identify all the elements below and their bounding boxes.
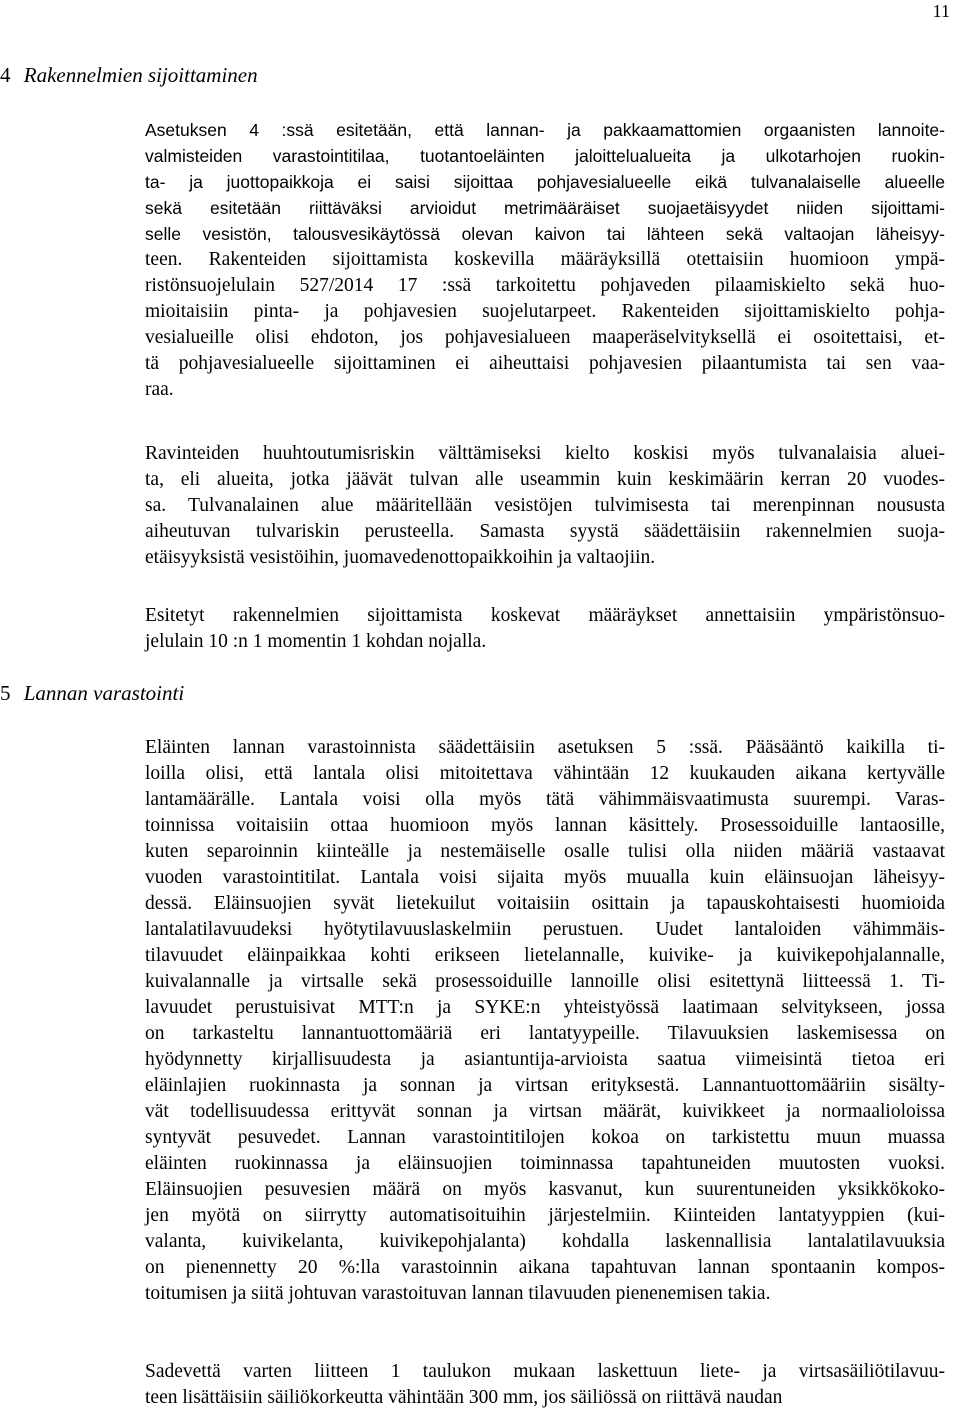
- text-line: selle vesistön, talousvesikäytössä olevan kaivon tai lähteen sekä valtaojan läheisyy-: [145, 224, 945, 244]
- text-line: valmisteiden varastointitilaa, tuotantoeläinten jaloittelualueita ja ulkotarhojen ruokin-: [145, 146, 945, 166]
- text-line: raa.: [145, 379, 174, 400]
- text-line: syntyvät pesuvedet. Lannan varastointitilojen kokoa on tarkistettu muun muassa: [145, 1127, 945, 1148]
- text-line: ristönsuojelulain 527/2014 17 :ssä tarkoitettu pohjaveden pilaamiskielto sekä huo-: [145, 275, 945, 296]
- text-line: Esitetyt rakennelmien sijoittamista koskevat määräykset annettaisiin ympäristönsuo-: [145, 605, 945, 626]
- text-line: valanta, kuivikelanta, kuivikepohjalanta) kohdalla laskennallisia lantalatilavuuksia: [145, 1231, 945, 1252]
- text-line: ta- ja juottopaikkoja ei saisi sijoittaa pohjavesialueelle eikä tulvanalaiselle alueelle: [145, 172, 945, 192]
- section-5-number: 5: [0, 681, 11, 705]
- page-number: 11: [932, 1, 950, 21]
- text-line: eläinlajien ruokinnasta ja sonnan ja virtsan erityksestä. Lannantuottomääriin sisälty-: [145, 1075, 945, 1096]
- text-line: vesialueille olisi ehdoton, jos pohjavesialueen maaperäselvityksellä ei osoitettaisi, et-: [145, 327, 945, 348]
- text-line: teen lisättäisiin säiliökorkeutta vähintään 300 mm, jos säiliössä on riittävä naudan: [145, 1387, 783, 1408]
- text-line: jelulain 10 :n 1 momentin 1 kohdan nojalla.: [145, 631, 487, 652]
- text-line: toitumisen ja siitä johtuvan varastoituvan lannan tilavuuden pienenemisen takia.: [145, 1283, 771, 1304]
- text-line: lantalatilavuudeksi hyötytilavuuslaskelmiin perustuen. Uudet lantaloiden vähimmäis-: [145, 919, 945, 940]
- text-line: kuivalannalle ja virtsalle sekä prosessoiduille lannoille olisi esitettynä liitteessä 1. Ti-: [145, 971, 945, 992]
- paragraph-flood-areas: [145, 441, 945, 571]
- paragraph-manure-storage: [145, 735, 945, 1307]
- text-line: teen. Rakenteiden sijoittamista koskevilla määräyksillä otettaisiin huomioon ympä-: [145, 249, 945, 270]
- text-line: hyödynnetty kirjallisuudesta ja asiantuntija-arvioista saatua viimeisintä tietoa eri: [145, 1049, 945, 1070]
- text-line: on tarkasteltu lannantuottomääriä eri lantatyypeille. Tilavuuksien laskemisessa on: [145, 1023, 945, 1044]
- paragraph-placement-rules: [145, 117, 945, 403]
- text-line: Eläinsuojien pesuvesien määrä on myös kasvanut, kun suurentuneiden yksikkökoko-: [145, 1179, 945, 1200]
- text-line: sa. Tulvanalainen alue määritellään vesistöjen tulvimisesta tai merenpinnan noususta: [145, 495, 945, 516]
- text-line: loilla olisi, että lantala olisi mitoitettava vähintään 12 kuukauden aikana kertyvälle: [145, 763, 945, 784]
- text-line: ta, eli alueita, jotka jäävät tulvan alle useammin kuin keskimäärin kerran 20 vuodes-: [145, 469, 945, 490]
- text-line: sekä esitetään riittäväksi arvioidut metrimääräiset suojaetäisyydet niiden sijoittami-: [145, 198, 945, 218]
- text-line: on pienennetty 20 %:lla varastoinnin aikana tapahtuvan lannan spontaanin kompos-: [145, 1257, 945, 1278]
- text-line: dessä. Eläinsuojien syvät lietekuilut voitaisiin osittain ja tapauskohtaisesti huomioida: [145, 893, 945, 914]
- section-4-heading: [0, 62, 258, 88]
- text-line: eläinten ruokinnassa ja eläinsuojien toiminnassa tapahtuneiden muutosten vuoksi.: [145, 1153, 945, 1174]
- text-line: lavuudet perustuisivat MTT:n ja SYKE:n yhteistyössä laatimaan selvitykseen, jossa: [145, 997, 945, 1018]
- text-line: mioitaisiin pinta- ja pohjavesien suojelutarpeet. Rakenteiden sijoittamiskielto pohja-: [145, 301, 945, 322]
- section-5-heading: [0, 680, 184, 706]
- text-line: toinnissa voitaisiin ottaa huomioon myös lannan käsittely. Prosessoiduille lantaosille,: [145, 815, 945, 836]
- section-4-title: Rakennelmien sijoittaminen: [23, 63, 258, 87]
- paragraph-rainwater: [145, 1359, 945, 1411]
- section-4-number: 4: [0, 63, 11, 87]
- paragraph-legal-basis: [145, 603, 945, 655]
- text-line: jen myötä on siirrytty automatisoituihin järjestelmiin. Kiinteiden lantatyyppien (kui-: [145, 1205, 945, 1226]
- text-line: Ravinteiden huuhtoutumisriskin välttämiseksi kielto koskisi myös tulvanalaisia aluei-: [145, 443, 945, 464]
- section-5-title: Lannan varastointi: [23, 681, 185, 705]
- text-line: Asetuksen 4 :ssä esitetään, että lannan- ja pakkaamattomien orgaanisten lannoite-: [145, 120, 945, 140]
- text-line: Eläinten lannan varastoinnista säädettäisiin asetuksen 5 :ssä. Pääsääntö kaikilla ti-: [145, 737, 945, 758]
- text-line: tilavuudet eläinpaikkaa kohti erikseen lietelannalle, kuivike- ja kuivikepohjalannalle,: [145, 945, 945, 966]
- text-line: vuoden varastointitilat. Lantala voisi sijaita myös muualla kuin eläinsuojan läheisyy-: [145, 867, 945, 888]
- text-line: Sadevettä varten liitteen 1 taulukon mukaan laskettuun liete- ja virtsasäiliötilavuu-: [145, 1361, 945, 1382]
- text-line: vät todellisuudessa erittyvät sonnan ja virtsan määrät, kuivikkeet ja normaalioloissa: [145, 1101, 945, 1122]
- text-line: tä pohjavesialueelle sijoittaminen ei aiheuttaisi pohjavesien pilaantumista tai sen vaa-: [145, 353, 945, 374]
- text-line: kuten separoinnin kiinteälle ja nestemäiselle osalle tulisi olla niiden määriä vastaavat: [145, 841, 945, 862]
- text-line: aiheutuvan tulvariskin perusteella. Samasta syystä säädettäisiin rakennelmien suoja-: [145, 521, 945, 542]
- text-line: lantamäärälle. Lantala voisi olla myös tätä vähimmäisvaatimusta suurempi. Varas-: [145, 789, 945, 810]
- text-line: etäisyyksistä vesistöihin, juomavedenottopaikkoihin ja valtaojiin.: [145, 547, 656, 568]
